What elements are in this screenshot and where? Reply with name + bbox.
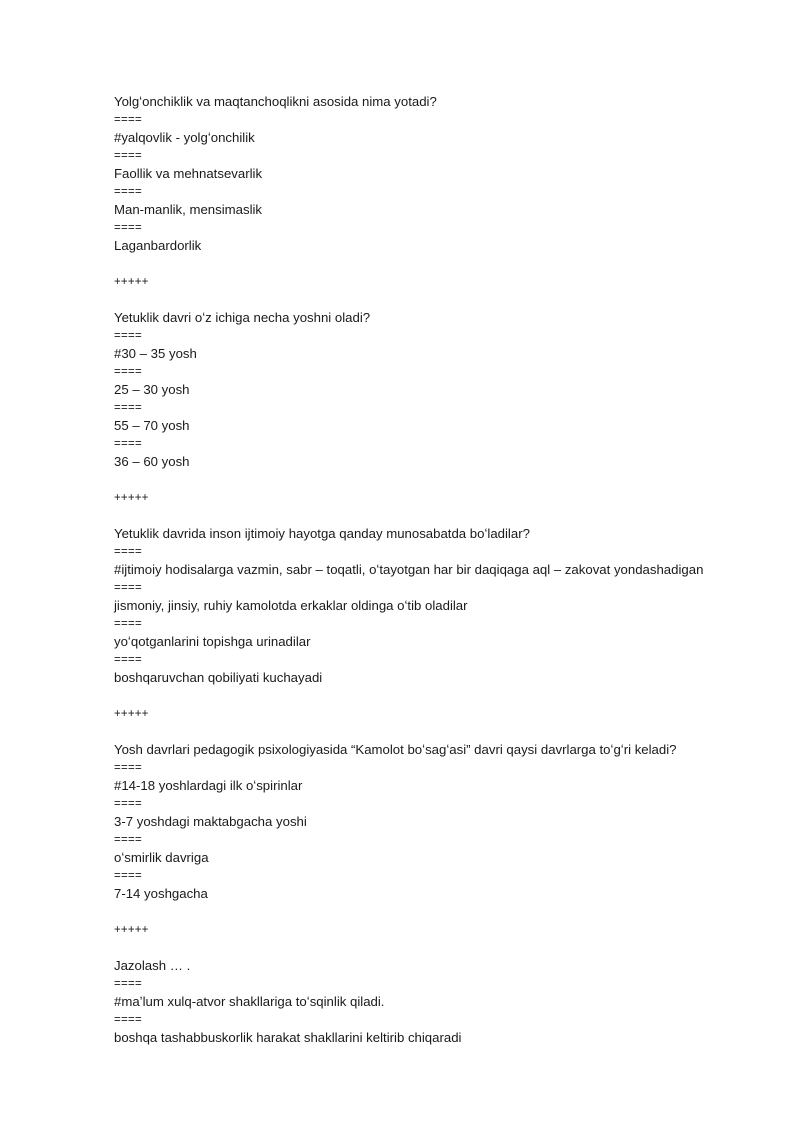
answer-option-correct: #14-18 yoshlardagi ilk oʻspirinlar [114,778,303,793]
answer-separator: ==== [114,618,143,630]
answer-separator: ==== [114,366,143,378]
block-separator: +++++ [114,708,149,720]
document-page [114,93,794,1047]
answer-separator: ==== [114,870,143,882]
answer-separator: ==== [114,978,143,990]
answer-separator: ==== [114,546,143,558]
answer-option-correct: #maʼlum xulq-atvor shakllariga toʻsqinlik qiladi. [114,994,385,1009]
answer-option: jismoniy, jinsiy, ruhiy kamolotda erkaklar oldinga oʻtib oladilar [114,598,468,613]
answer-option-correct: #30 – 35 yosh [114,346,197,361]
answer-option: boshqa tashabbuskorlik harakat shakllarini keltirib chiqaradi [114,1030,462,1045]
answer-option: 3-7 yoshdagi maktabgacha yoshi [114,814,307,829]
answer-separator: ==== [114,582,143,594]
question-block [114,741,794,903]
answer-separator: ==== [114,798,143,810]
answer-option: 25 – 30 yosh [114,382,190,397]
answer-separator: ==== [114,438,143,450]
question-text: Yetuklik davrida inson ijtimoiy hayotga qanday munosabatda boʻladilar? [114,526,530,541]
answer-separator: ==== [114,222,143,234]
answer-option: yoʻqotganlarini topishga urinadilar [114,634,311,649]
question-text: Yolgʻonchiklik va maqtanchoqlikni asosida nima yotadi? [114,94,437,109]
answer-option-correct: #yalqovlik - yolgʻonchilik [114,130,255,145]
answer-option-correct: #ijtimoiy hodisalarga vazmin, sabr – toqatli, oʻtayotgan har bir daqiqaga aql – zakovat yondashadigan [114,562,704,577]
answer-option: Laganbardorlik [114,238,202,253]
block-separator: +++++ [114,924,149,936]
block-separator: +++++ [114,276,149,288]
answer-separator: ==== [114,762,143,774]
question-text: Jazolash … . [114,958,191,973]
answer-separator: ==== [114,402,143,414]
question-text: Yosh davrlari pedagogik psixologiyasida “Kamolot boʻsagʻasi” davri qaysi davrlarga toʻgʻri keladi? [114,742,677,757]
answer-option: boshqaruvchan qobiliyati kuchayadi [114,670,323,685]
answer-separator: ==== [114,834,143,846]
answer-option: 7-14 yoshgacha [114,886,208,901]
answer-separator: ==== [114,1014,143,1026]
question-text: Yetuklik davri oʻz ichiga necha yoshni oladi? [114,310,371,325]
answer-separator: ==== [114,114,143,126]
answer-option: 36 – 60 yosh [114,454,190,469]
answer-separator: ==== [114,186,143,198]
question-block [114,309,794,471]
answer-option: 55 – 70 yosh [114,418,190,433]
block-separator: +++++ [114,492,149,504]
answer-option: Faollik va mehnatsevarlik [114,166,263,181]
answer-separator: ==== [114,330,143,342]
question-block [114,525,794,687]
answer-separator: ==== [114,654,143,666]
answer-option: Man-manlik, mensimaslik [114,202,263,217]
question-block [114,93,794,255]
answer-option: oʻsmirlik davriga [114,850,209,865]
answer-separator: ==== [114,150,143,162]
question-block [114,957,794,1047]
